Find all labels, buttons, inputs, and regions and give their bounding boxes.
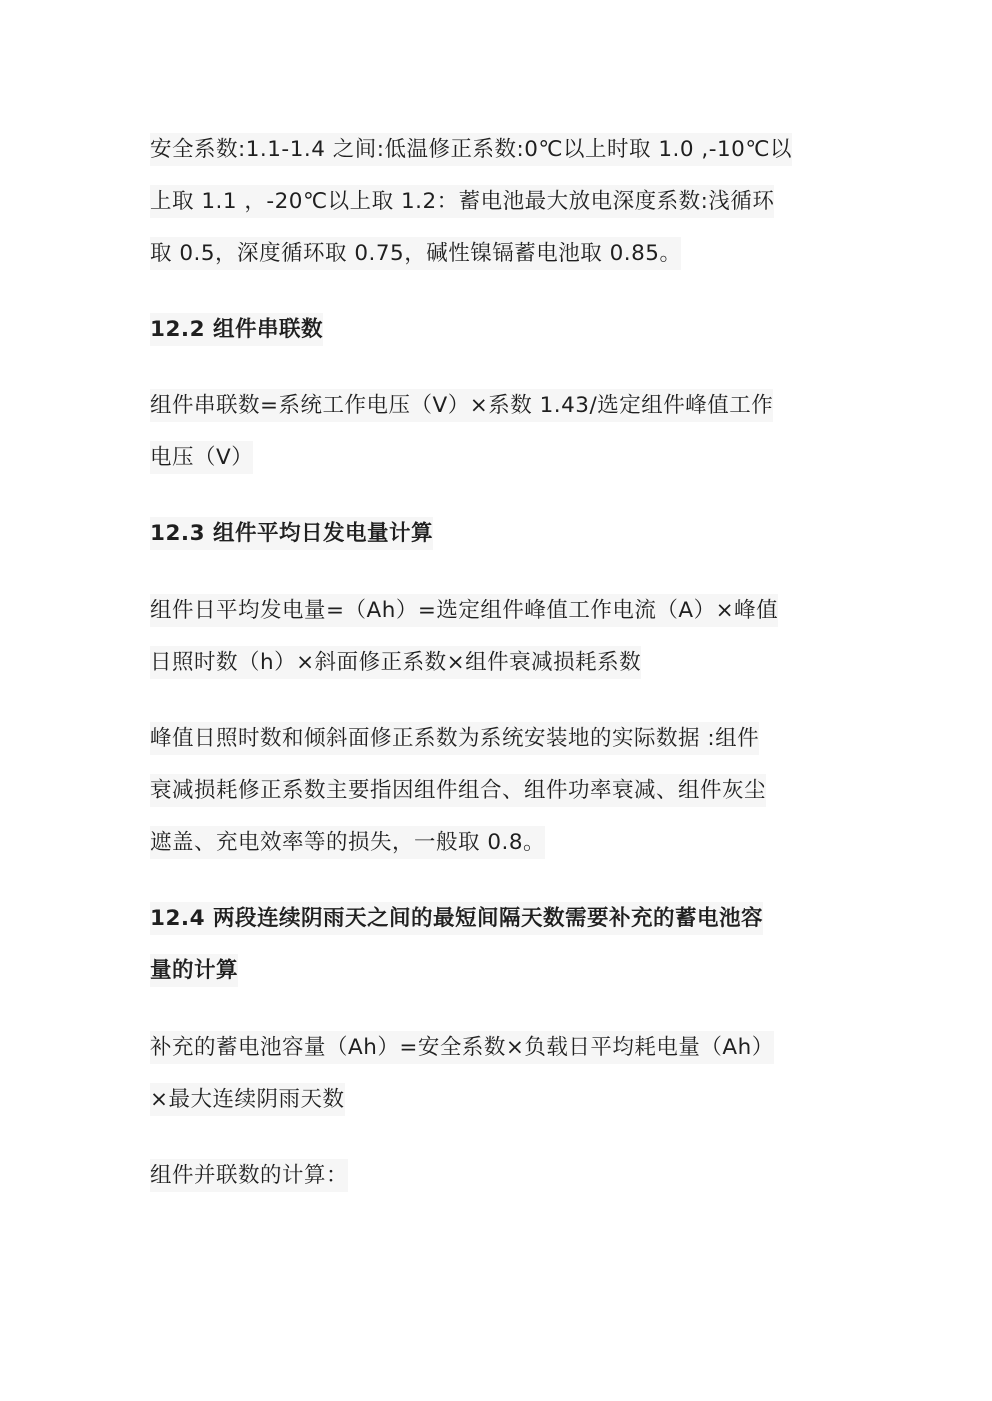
text-line: 电压（V） — [150, 432, 850, 484]
heading-line: 12.3 组件平均日发电量计算 — [150, 508, 850, 560]
text-line: 遮盖、充电效率等的损失，一般取 0.8。 — [150, 817, 850, 869]
heading-line: 12.4 两段连续阴雨天之间的最短间隔天数需要补充的蓄电池容 — [150, 893, 850, 945]
paragraph-safety-factors — [150, 124, 850, 280]
text-line: 峰值日照时数和倾斜面修正系数为系统安装地的实际数据 :组件 — [150, 713, 850, 765]
text-line: 上取 1.1 ，-20℃以上取 1.2：蓄电池最大放电深度系数:浅循环 — [150, 176, 850, 228]
heading-12-2 — [150, 304, 850, 356]
text-line: 安全系数:1.1-1.4 之间:低温修正系数:0℃以上时取 1.0 ,-10℃以 — [150, 124, 850, 176]
heading-12-3 — [150, 508, 850, 560]
paragraph-peak-sun-hours — [150, 713, 850, 869]
text-line: 组件并联数的计算： — [150, 1150, 850, 1202]
text-line: 组件日平均发电量=（Ah）=选定组件峰值工作电流（A）×峰值 — [150, 585, 850, 637]
heading-line: 量的计算 — [150, 945, 850, 997]
text-line: 补充的蓄电池容量（Ah）=安全系数×负载日平均耗电量（Ah） — [150, 1022, 850, 1074]
text-line: 组件串联数=系统工作电压（V）×系数 1.43/选定组件峰值工作 — [150, 380, 850, 432]
heading-line: 12.2 组件串联数 — [150, 304, 850, 356]
text-line: 日照时数（h）×斜面修正系数×组件衰减损耗系数 — [150, 637, 850, 689]
text-line: 取 0.5，深度循环取 0.75，碱性镍镉蓄电池取 0.85。 — [150, 228, 850, 280]
paragraph-battery-capacity — [150, 1022, 850, 1126]
text-line: 衰减损耗修正系数主要指因组件组合、组件功率衰减、组件灰尘 — [150, 765, 850, 817]
paragraph-series-count — [150, 380, 850, 484]
paragraph-parallel-count — [150, 1150, 850, 1202]
heading-12-4 — [150, 893, 850, 997]
paragraph-daily-generation — [150, 585, 850, 689]
text-line: ×最大连续阴雨天数 — [150, 1074, 850, 1126]
